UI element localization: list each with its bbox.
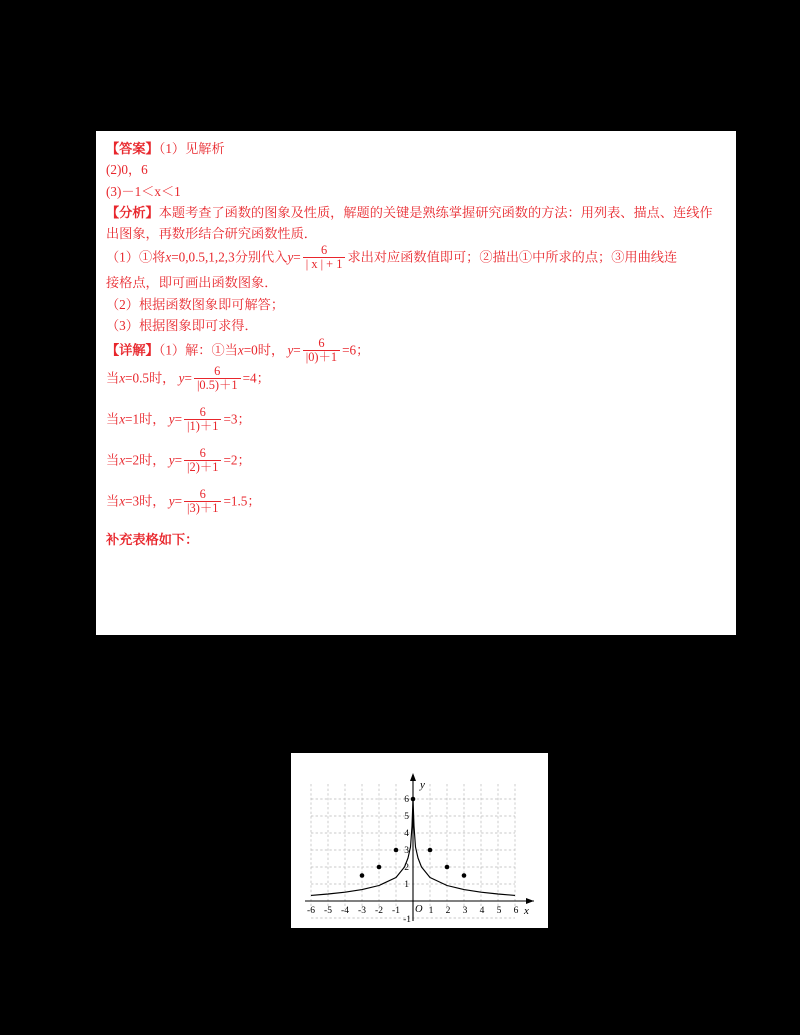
solution-2-numerator: 6 [199, 404, 206, 419]
answer-label: 【答案】 [106, 141, 159, 156]
solution-4-numerator: 6 [199, 486, 206, 501]
table-note [106, 530, 724, 550]
table-note-text: 补充表格如下： [106, 531, 199, 547]
solution-4-cond: =3时， [125, 493, 166, 509]
solution-3-lead: 当 [106, 452, 120, 468]
solution-3-y: y [168, 452, 175, 468]
step-2-text: （2）根据函数图象即可解答； [106, 296, 285, 312]
answer-explanation-block [96, 131, 736, 635]
y-tick-label: 3 [404, 846, 409, 856]
solution-2-lead: 当 [106, 411, 120, 427]
x-tick-label: 5 [496, 906, 502, 916]
y-tick-label: 5 [404, 812, 409, 822]
solution-4-fraction [184, 488, 221, 515]
step-1-y: y [287, 249, 294, 265]
answer-item-2: (2)0，6 [106, 162, 148, 178]
answer-line-1 [106, 139, 724, 159]
step-1-variable: x [165, 249, 172, 265]
step-1-denominator: | x | + 1 [303, 257, 346, 271]
solution-4-result: =1.5； [223, 493, 261, 509]
detail-intro-line: 【详解】（1）解：①当x=0时， y= $\frac{6}{|0)+1}$ =6； [106, 335, 370, 364]
x-tick-label: -3 [358, 906, 366, 916]
solution-2-result: =3； [223, 411, 251, 427]
x-tick-label: 6 [513, 906, 519, 916]
answer-item-3: (3)－1＜x＜1 [106, 183, 181, 199]
data-point [462, 873, 467, 878]
solution-1-denominator: |0.5)＋1 [194, 378, 241, 392]
solution-1-numerator: 6 [214, 363, 221, 378]
origin-label: O [415, 904, 423, 915]
x-tick-label: 2 [445, 906, 451, 916]
solution-0-denominator: |0)＋1 [303, 350, 340, 364]
solution-3-fraction [184, 447, 221, 474]
solution-4-variable: x [119, 493, 126, 509]
solution-2-variable: x [119, 411, 126, 427]
step-1-paragraph: （1）①将x=0,0.5,1,2,3分别代入y= $\frac{6}{| x | + 1}$ 求出对应函数值即可；②描出①中所求的点；③用曲线连 [106, 243, 678, 272]
solution-3-denominator: |2)＋1 [184, 460, 221, 474]
solution-4-denominator: |3)＋1 [184, 501, 221, 515]
step-1-mid: 分别代入 [234, 249, 288, 265]
y-axis-label: y [420, 779, 425, 791]
step-1-continued [106, 273, 724, 293]
step-3-paragraph [106, 316, 724, 336]
x-axis-label: x [524, 905, 529, 917]
solution-0-fraction [303, 337, 340, 364]
x-tick-label: 4 [479, 906, 485, 916]
solution-1-result: =4； [242, 370, 270, 386]
function-graph [291, 753, 548, 928]
solution-0-result: =6； [342, 342, 370, 358]
y-tick-label: 6 [404, 795, 409, 805]
solution-1-y: y [178, 370, 185, 386]
detail-intro: （1）解：①当 [158, 342, 238, 358]
step-1-values: =0,0.5,1,2,3 [171, 249, 235, 265]
answer-item-1: （1）见解析 [158, 141, 225, 156]
solution-2-cond: =1时， [125, 411, 166, 427]
answer-line-3 [106, 182, 724, 202]
solution-line-1: 当x=0.5时， y= $\frac{6}{|0.5)+1}$ =4； [106, 363, 270, 392]
y-tick-label: 2 [404, 863, 409, 873]
step-1-tail: 求出对应函数值即可；②描出①中所求的点；③用曲线连 [347, 249, 678, 265]
detail-intro-variable: x [237, 342, 244, 358]
solution-1-cond: =0.5时， [125, 370, 176, 386]
step-1-numerator: 6 [321, 243, 328, 258]
solution-1-fraction [194, 365, 241, 392]
solution-3-result: =2； [223, 452, 251, 468]
x-tick-label: -4 [341, 906, 349, 916]
solution-0-y: y [287, 342, 294, 358]
x-tick-label: 1 [428, 906, 434, 916]
y-tick-label: 4 [404, 829, 409, 839]
data-point [428, 848, 433, 853]
data-point [411, 797, 416, 802]
solution-line-3: 当x=2时， y= $\frac{6}{|2)+1}$ =2； [106, 445, 251, 474]
solution-4-lead: 当 [106, 493, 120, 509]
analysis-text: 本题考查了函数的图象及性质，解题的关键是熟练掌握研究函数的方法：用列表、描点、连线作出图象，再数形结合研究函数性质． [106, 205, 713, 241]
y-tick-label: 1 [404, 880, 409, 890]
step-3-text: （3）根据图象即可求得． [106, 318, 258, 334]
data-point [445, 865, 450, 870]
step-1-prefix: （1）①将 [106, 249, 166, 265]
analysis-label: 【分析】 [106, 205, 159, 221]
solution-1-variable: x [119, 370, 126, 386]
x-tick-label: -1 [392, 906, 400, 916]
solution-2-y: y [168, 411, 175, 427]
analysis-paragraph [106, 203, 724, 244]
solution-line-2: 当x=1时， y= $\frac{6}{|1)+1}$ =3； [106, 404, 251, 433]
y-negative-tick-label: -1 [403, 915, 411, 925]
x-tick-label: 3 [462, 906, 468, 916]
solution-1-lead: 当 [106, 370, 120, 386]
solution-3-cond: =2时， [125, 452, 166, 468]
step-1-fraction [303, 244, 346, 271]
solution-3-variable: x [119, 452, 126, 468]
solution-2-fraction [184, 406, 221, 433]
x-tick-label: -5 [324, 906, 332, 916]
solution-line-4: 当x=3时， y= $\frac{6}{|3)+1}$ =1.5； [106, 486, 261, 515]
solution-3-numerator: 6 [199, 445, 206, 460]
x-tick-label: -6 [307, 906, 315, 916]
step-2-paragraph [106, 295, 724, 315]
detail-label: 【详解】 [106, 342, 159, 358]
solution-2-denominator: |1)＋1 [184, 419, 221, 433]
answer-line-2 [106, 160, 724, 180]
detail-intro-eq: =0时， [243, 342, 285, 358]
graph-svg [291, 753, 548, 928]
solution-4-y: y [168, 493, 175, 509]
x-tick-label: -2 [375, 906, 383, 916]
step-1-tail2: 接格点，即可画出函数图象． [106, 275, 278, 291]
solution-0-numerator: 6 [318, 335, 325, 350]
